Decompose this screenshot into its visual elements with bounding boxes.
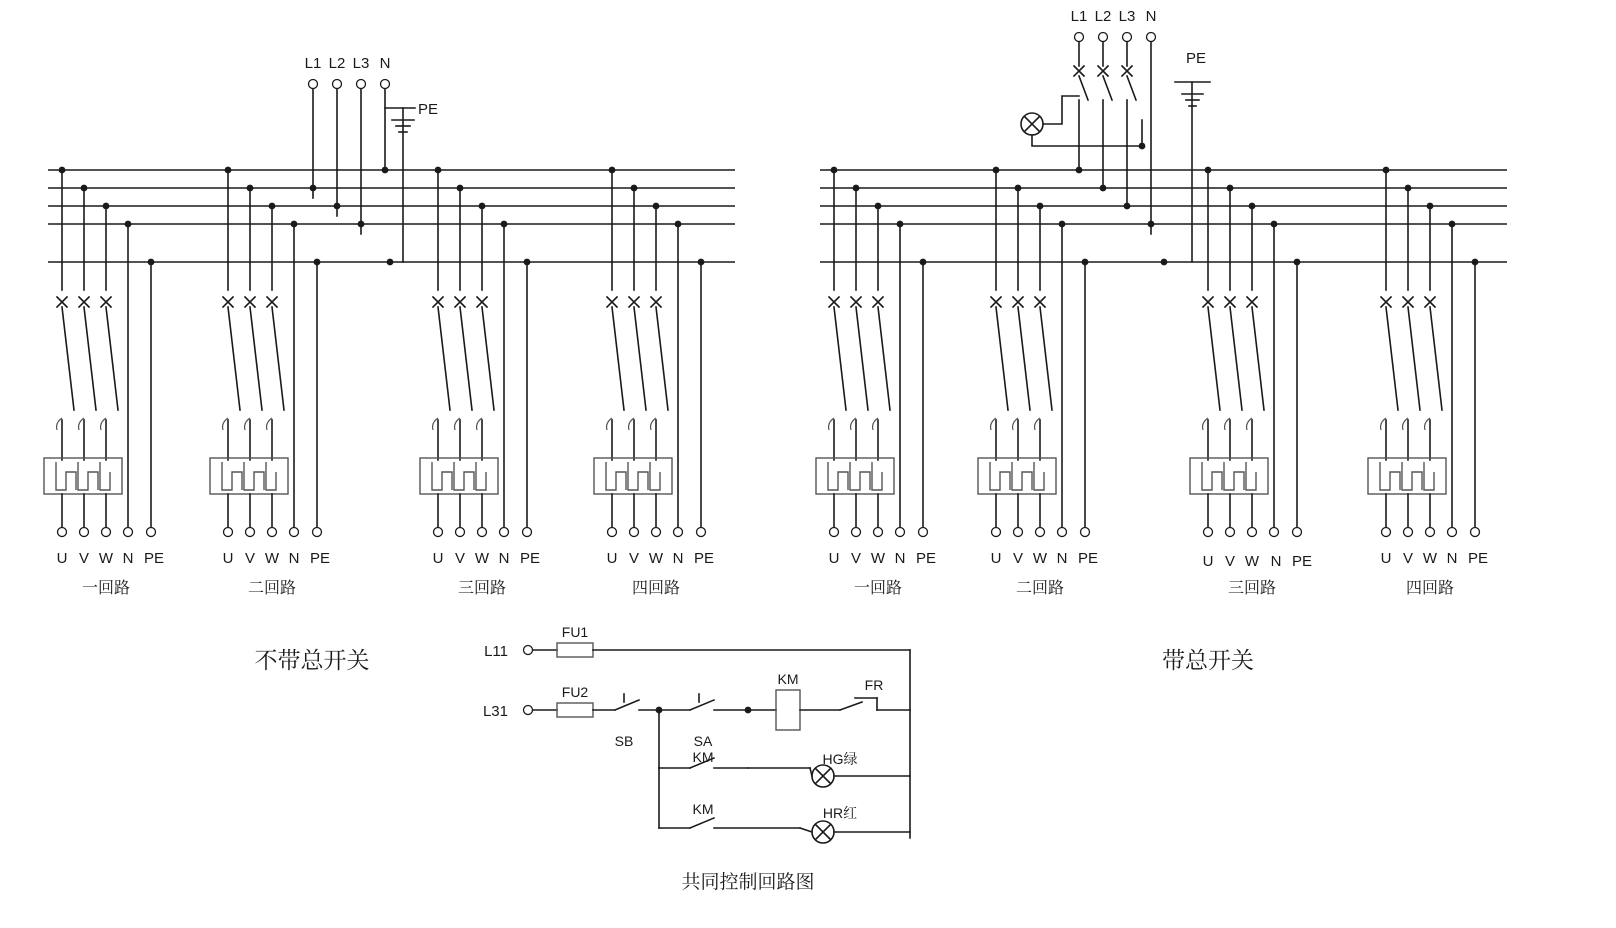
right-label-n: N bbox=[1145, 8, 1157, 25]
left-c3-term-w: W bbox=[474, 550, 490, 567]
right-c2-term-u: U bbox=[990, 550, 1002, 567]
right-c3-term-n: N bbox=[1270, 553, 1282, 570]
right-c4-term-pe: PE bbox=[1467, 550, 1489, 567]
control-km-coil bbox=[748, 671, 840, 730]
control-fr-label: FR bbox=[864, 677, 884, 693]
control-hg-lamp-label: HG绿 bbox=[822, 751, 858, 767]
control-km-red-branch bbox=[659, 768, 910, 843]
left-c1-term-pe: PE bbox=[143, 550, 165, 567]
right-c1-term-v: V bbox=[850, 550, 862, 567]
control-km-contact-1-label: KM bbox=[692, 749, 714, 765]
control-circuit bbox=[483, 624, 910, 893]
left-c1-term-v: V bbox=[78, 550, 90, 567]
right-panel-title: 带总开关 bbox=[1162, 647, 1254, 673]
left-panel-title: 不带总开关 bbox=[254, 647, 370, 673]
control-km-hold-branch bbox=[659, 710, 910, 787]
left-c1-overload bbox=[44, 458, 122, 528]
left-c2-term-pe: PE bbox=[309, 550, 331, 567]
right-c3-term-pe: PE bbox=[1291, 553, 1313, 570]
right-c3-term-w: W bbox=[1244, 553, 1260, 570]
left-c4-term-u: U bbox=[606, 550, 618, 567]
left-label-l3: L3 bbox=[352, 55, 370, 72]
left-bus-junction-dots bbox=[310, 167, 394, 266]
fuse-fu1-body bbox=[557, 643, 593, 657]
left-circuit-3 bbox=[420, 167, 540, 597]
left-c4-term-v: V bbox=[628, 550, 640, 567]
right-c1-term-w: W bbox=[870, 550, 886, 567]
right-label-pe: PE bbox=[1185, 50, 1207, 67]
left-c2-term-v: V bbox=[244, 550, 256, 567]
right-supply-terminals bbox=[1071, 8, 1206, 67]
left-c3-term-v: V bbox=[454, 550, 466, 567]
left-c2-term-u: U bbox=[222, 550, 234, 567]
left-circuit-1 bbox=[44, 167, 164, 597]
left-panel bbox=[44, 55, 735, 673]
right-circuit-4 bbox=[1368, 167, 1488, 597]
right-c1-term-pe: PE bbox=[915, 550, 937, 567]
right-circuit-3-name: 三回路 bbox=[1227, 580, 1277, 597]
left-c4-term-pe: PE bbox=[693, 550, 715, 567]
control-circuit-title: 共同控制回路图 bbox=[681, 872, 815, 893]
control-sa-label: SA bbox=[693, 733, 713, 749]
right-c1-term-u: U bbox=[828, 550, 840, 567]
left-c4-term-w: W bbox=[648, 550, 664, 567]
left-label-pe: PE bbox=[417, 101, 439, 118]
left-circuit-2 bbox=[210, 167, 330, 597]
right-c2-term-n: N bbox=[1056, 550, 1068, 567]
left-supply-drops bbox=[313, 89, 415, 262]
right-c3-term-v: V bbox=[1224, 553, 1236, 570]
left-c1-output-terminals bbox=[57, 528, 164, 568]
right-bus-junction-dots bbox=[1076, 167, 1168, 266]
right-circuit-1-name: 一回路 bbox=[853, 580, 903, 597]
right-c3-term-u: U bbox=[1202, 553, 1214, 570]
left-c1-disconnect bbox=[57, 297, 118, 410]
right-c2-term-w: W bbox=[1032, 550, 1048, 567]
left-circuit-1-name: 一回路 bbox=[81, 580, 131, 597]
right-c4-term-v: V bbox=[1402, 550, 1414, 567]
control-l31-label: L31 bbox=[482, 703, 508, 720]
left-circuit-3-name: 三回路 bbox=[457, 580, 507, 597]
right-busbars bbox=[820, 170, 1507, 262]
right-circuit-2-name: 二回路 bbox=[1015, 580, 1065, 597]
control-fu2-label: FU2 bbox=[561, 684, 589, 700]
control-fu1-label: FU1 bbox=[561, 624, 589, 640]
control-sa-switch bbox=[690, 694, 748, 749]
left-circuit-4-name: 四回路 bbox=[631, 580, 681, 597]
left-c3-term-u: U bbox=[432, 550, 444, 567]
left-c3-term-n: N bbox=[498, 550, 510, 567]
left-label-n: N bbox=[379, 55, 391, 72]
right-c4-term-u: U bbox=[1380, 550, 1392, 567]
control-l11-label: L11 bbox=[484, 643, 508, 660]
right-circuit-1 bbox=[816, 167, 936, 597]
control-hr-lamp-label: HR红 bbox=[822, 805, 858, 821]
left-c1-contacts bbox=[57, 418, 106, 460]
control-sb-label: SB bbox=[614, 733, 634, 749]
right-label-l1: L1 bbox=[1070, 8, 1088, 25]
left-c3-term-pe: PE bbox=[519, 550, 541, 567]
left-supply-terminals bbox=[305, 55, 438, 118]
left-circuit-2-name: 二回路 bbox=[247, 580, 297, 597]
left-c1-term-w: W bbox=[98, 550, 114, 567]
right-circuit-2 bbox=[978, 167, 1098, 597]
left-c2-term-w: W bbox=[264, 550, 280, 567]
control-fr-contact bbox=[840, 677, 910, 710]
control-sb-button bbox=[615, 694, 659, 749]
right-label-l2: L2 bbox=[1094, 8, 1112, 25]
right-c1-term-n: N bbox=[894, 550, 906, 567]
control-km-contact-2-label: KM bbox=[692, 801, 714, 817]
left-c2-term-n: N bbox=[288, 550, 300, 567]
left-c1-term-u: U bbox=[56, 550, 68, 567]
right-c2-term-v: V bbox=[1012, 550, 1024, 567]
right-circuit-3 bbox=[1190, 167, 1312, 597]
left-label-l1: L1 bbox=[304, 55, 322, 72]
right-label-l3: L3 bbox=[1118, 8, 1136, 25]
left-busbars bbox=[48, 170, 735, 262]
left-c4-term-n: N bbox=[672, 550, 684, 567]
right-circuit-4-name: 四回路 bbox=[1405, 580, 1455, 597]
control-km-coil-label: KM bbox=[777, 671, 799, 687]
left-circuit-4 bbox=[594, 167, 714, 597]
right-panel bbox=[816, 8, 1507, 673]
right-c4-term-w: W bbox=[1422, 550, 1438, 567]
right-c4-term-n: N bbox=[1446, 550, 1458, 567]
right-c2-term-pe: PE bbox=[1077, 550, 1099, 567]
left-label-l2: L2 bbox=[328, 55, 346, 72]
right-main-switch bbox=[1021, 42, 1210, 262]
left-c1-term-n: N bbox=[122, 550, 134, 567]
km-coil-body bbox=[776, 690, 800, 730]
fuse-fu2-body bbox=[557, 703, 593, 717]
